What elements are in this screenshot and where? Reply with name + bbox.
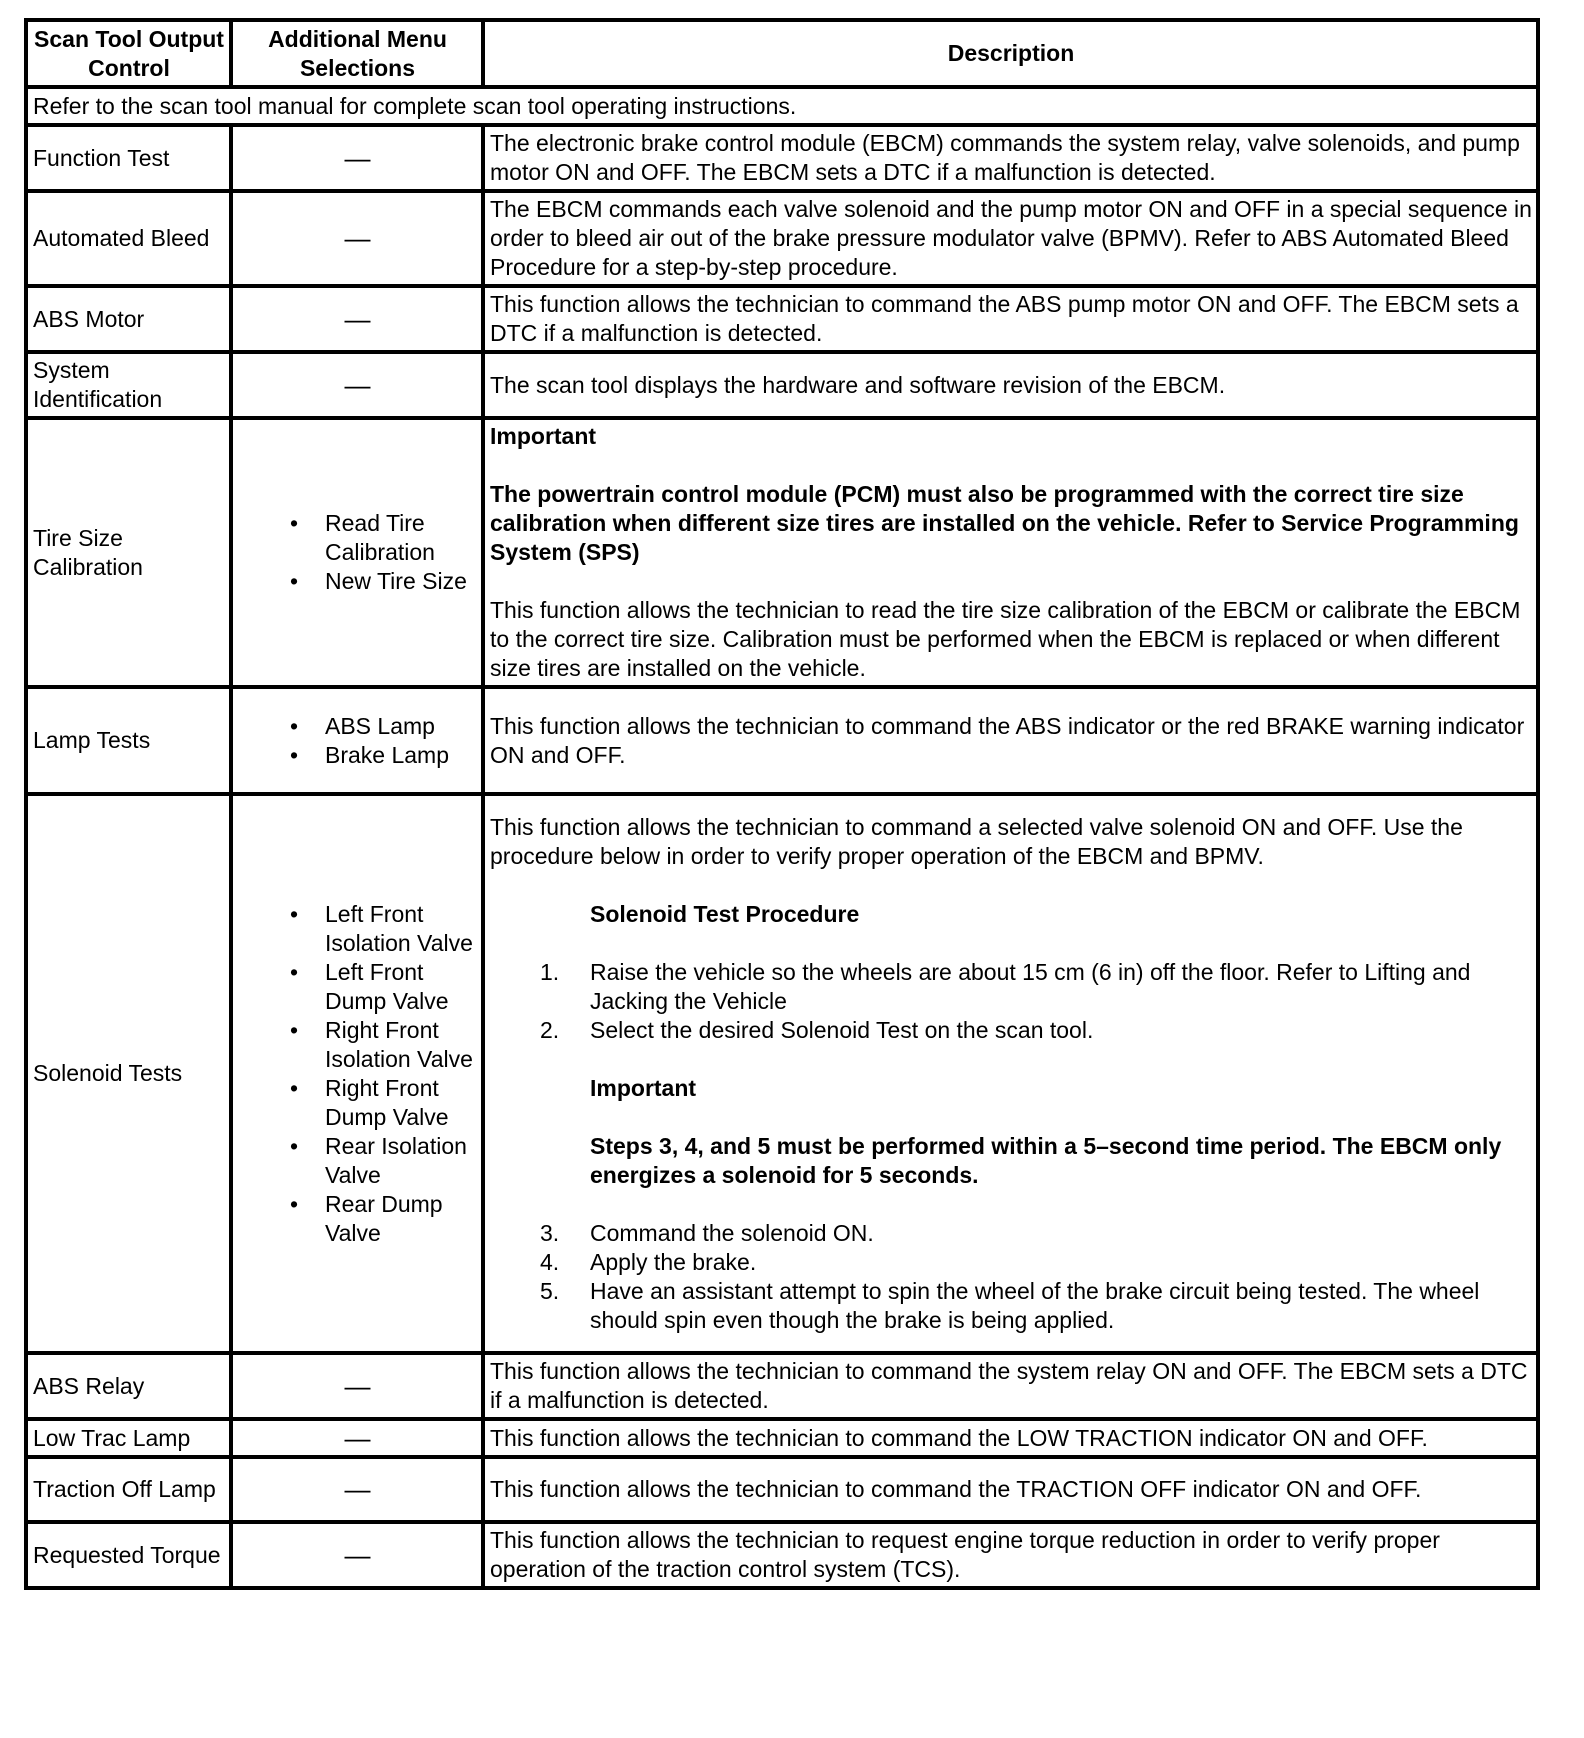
menu-none: — (231, 286, 483, 352)
control-description (483, 794, 1538, 1353)
menu-none: — (231, 352, 483, 418)
control-name: Low Trac Lamp (26, 1419, 231, 1457)
control-description: This function allows the technician to command the LOW TRACTION indicator ON and OFF. (483, 1419, 1538, 1457)
menu-selections (231, 687, 483, 794)
header-output-control: Scan Tool Output Control (26, 20, 231, 87)
control-description: This function allows the technician to command the system relay ON and OFF. The EBCM sets a DTC if a malfunction is detected. (483, 1353, 1538, 1419)
table-row-function-test (26, 125, 1538, 191)
control-name: Tire Size Calibration (26, 418, 231, 687)
control-name: Automated Bleed (26, 191, 231, 286)
table-row-low-trac-lamp (26, 1419, 1538, 1457)
menu-item: • New Tire Size (238, 567, 477, 596)
control-name: Solenoid Tests (26, 794, 231, 1353)
menu-item: • ABS Lamp (238, 712, 477, 741)
procedure-steps (490, 958, 1532, 1045)
procedure-step (490, 1219, 1532, 1248)
table-row-requested-torque (26, 1522, 1538, 1588)
procedure-step (490, 1277, 1532, 1335)
control-name: Traction Off Lamp (26, 1457, 231, 1522)
control-description: This function allows the technician to command the ABS pump motor ON and OFF. The EBCM sets a DTC if a malfunction is detected. (483, 286, 1538, 352)
step-number: 2. (540, 1016, 560, 1043)
table-row-tire-size-calibration (26, 418, 1538, 687)
procedure-step (490, 1016, 1532, 1045)
menu-item: • Rear Dump Valve (238, 1190, 477, 1248)
important-label: Important (590, 1074, 697, 1101)
step-number: 4. (540, 1248, 560, 1275)
scan-tool-output-controls-table (24, 18, 1540, 1590)
description-text: This function allows the technician to read the tire size calibration of the EBCM or calibrate the EBCM to the correct tire size. Calibration must be performed when the EBCM is replaced or when different size tires are installed on the vehicle. (490, 597, 1521, 681)
menu-item: • Brake Lamp (238, 741, 477, 770)
header-description: Description (483, 20, 1538, 87)
important-note: The powertrain control module (PCM) must also be programmed with the correct tire size calibration when different size tires are installed on the vehicle. Refer to Service Programming System (SPS) (490, 481, 1519, 565)
menu-none: — (231, 1419, 483, 1457)
control-name: ABS Relay (26, 1353, 231, 1419)
control-name: System Identification (26, 352, 231, 418)
step-number: 3. (540, 1219, 560, 1246)
control-description: The electronic brake control module (EBCM) commands the system relay, valve solenoids, and pump motor ON and OFF. The EBCM sets a DTC if a malfunction is detected. (483, 125, 1538, 191)
step-text: Raise the vehicle so the wheels are about 15 cm (6 in) off the floor. Refer to Lifting and Jacking the Vehicle (590, 958, 1471, 1014)
table-row-lamp-tests (26, 687, 1538, 794)
important-note: Steps 3, 4, and 5 must be performed within a 5–second time period. The EBCM only energizes a solenoid for 5 seconds. (590, 1132, 1502, 1188)
header-menu-selections: Additional Menu Selections (231, 20, 483, 87)
menu-item: • Right Front Isolation Valve (238, 1016, 477, 1074)
control-name: Requested Torque (26, 1522, 231, 1588)
step-text: Command the solenoid ON. (590, 1219, 874, 1246)
step-number: 1. (540, 958, 560, 985)
control-name: Function Test (26, 125, 231, 191)
control-description: This function allows the technician to command the ABS indicator or the red BRAKE warning indicator ON and OFF. (483, 687, 1538, 794)
table-row-automated-bleed (26, 191, 1538, 286)
control-name: ABS Motor (26, 286, 231, 352)
control-name: Lamp Tests (26, 687, 231, 794)
table-row-abs-motor (26, 286, 1538, 352)
menu-item: • Rear Isolation Valve (238, 1132, 477, 1190)
table-row-solenoid-tests (26, 794, 1538, 1353)
menu-item: • Left Front Dump Valve (238, 958, 477, 1016)
intro-row (26, 87, 1538, 125)
menu-none: — (231, 1522, 483, 1588)
menu-selections (231, 794, 483, 1353)
table-row-traction-off-lamp (26, 1457, 1538, 1522)
menu-none: — (231, 125, 483, 191)
description-text: This function allows the technician to command a selected valve solenoid ON and OFF. Use the procedure below in order to verify proper operation of the EBCM and BPMV. (490, 813, 1463, 869)
step-text: Apply the brake. (590, 1248, 757, 1275)
step-text: Have an assistant attempt to spin the wheel of the brake circuit being tested. The wheel should spin even though the brake is being applied. (590, 1277, 1480, 1333)
menu-none: — (231, 1457, 483, 1522)
step-number: 5. (540, 1277, 560, 1304)
control-description: The scan tool displays the hardware and software revision of the EBCM. (483, 352, 1538, 418)
menu-selections (231, 418, 483, 687)
table-row-system-identification (26, 352, 1538, 418)
procedure-step (490, 958, 1532, 1016)
important-label: Important (490, 423, 597, 449)
menu-none: — (231, 1353, 483, 1419)
procedure-step (490, 1248, 1532, 1277)
table-row-abs-relay (26, 1353, 1538, 1419)
procedure-steps (490, 1219, 1532, 1335)
procedure-title: Solenoid Test Procedure (590, 900, 860, 927)
menu-item: • Read Tire Calibration (238, 509, 477, 567)
step-text: Select the desired Solenoid Test on the scan tool. (590, 1016, 1094, 1043)
intro-text: Refer to the scan tool manual for complete scan tool operating instructions. (26, 87, 1538, 125)
menu-item: • Right Front Dump Valve (238, 1074, 477, 1132)
control-description: This function allows the technician to command the TRACTION OFF indicator ON and OFF. (483, 1457, 1538, 1522)
control-description (483, 418, 1538, 687)
menu-none: — (231, 191, 483, 286)
control-description: This function allows the technician to request engine torque reduction in order to verify proper operation of the traction control system (TCS). (483, 1522, 1538, 1588)
table-header-row (26, 20, 1538, 87)
menu-item: • Left Front Isolation Valve (238, 900, 477, 958)
control-description: The EBCM commands each valve solenoid and the pump motor ON and OFF in a special sequence in order to bleed air out of the brake pressure modulator valve (BPMV). Refer to ABS Automated Bleed Procedure for a step-by-step procedure. (483, 191, 1538, 286)
